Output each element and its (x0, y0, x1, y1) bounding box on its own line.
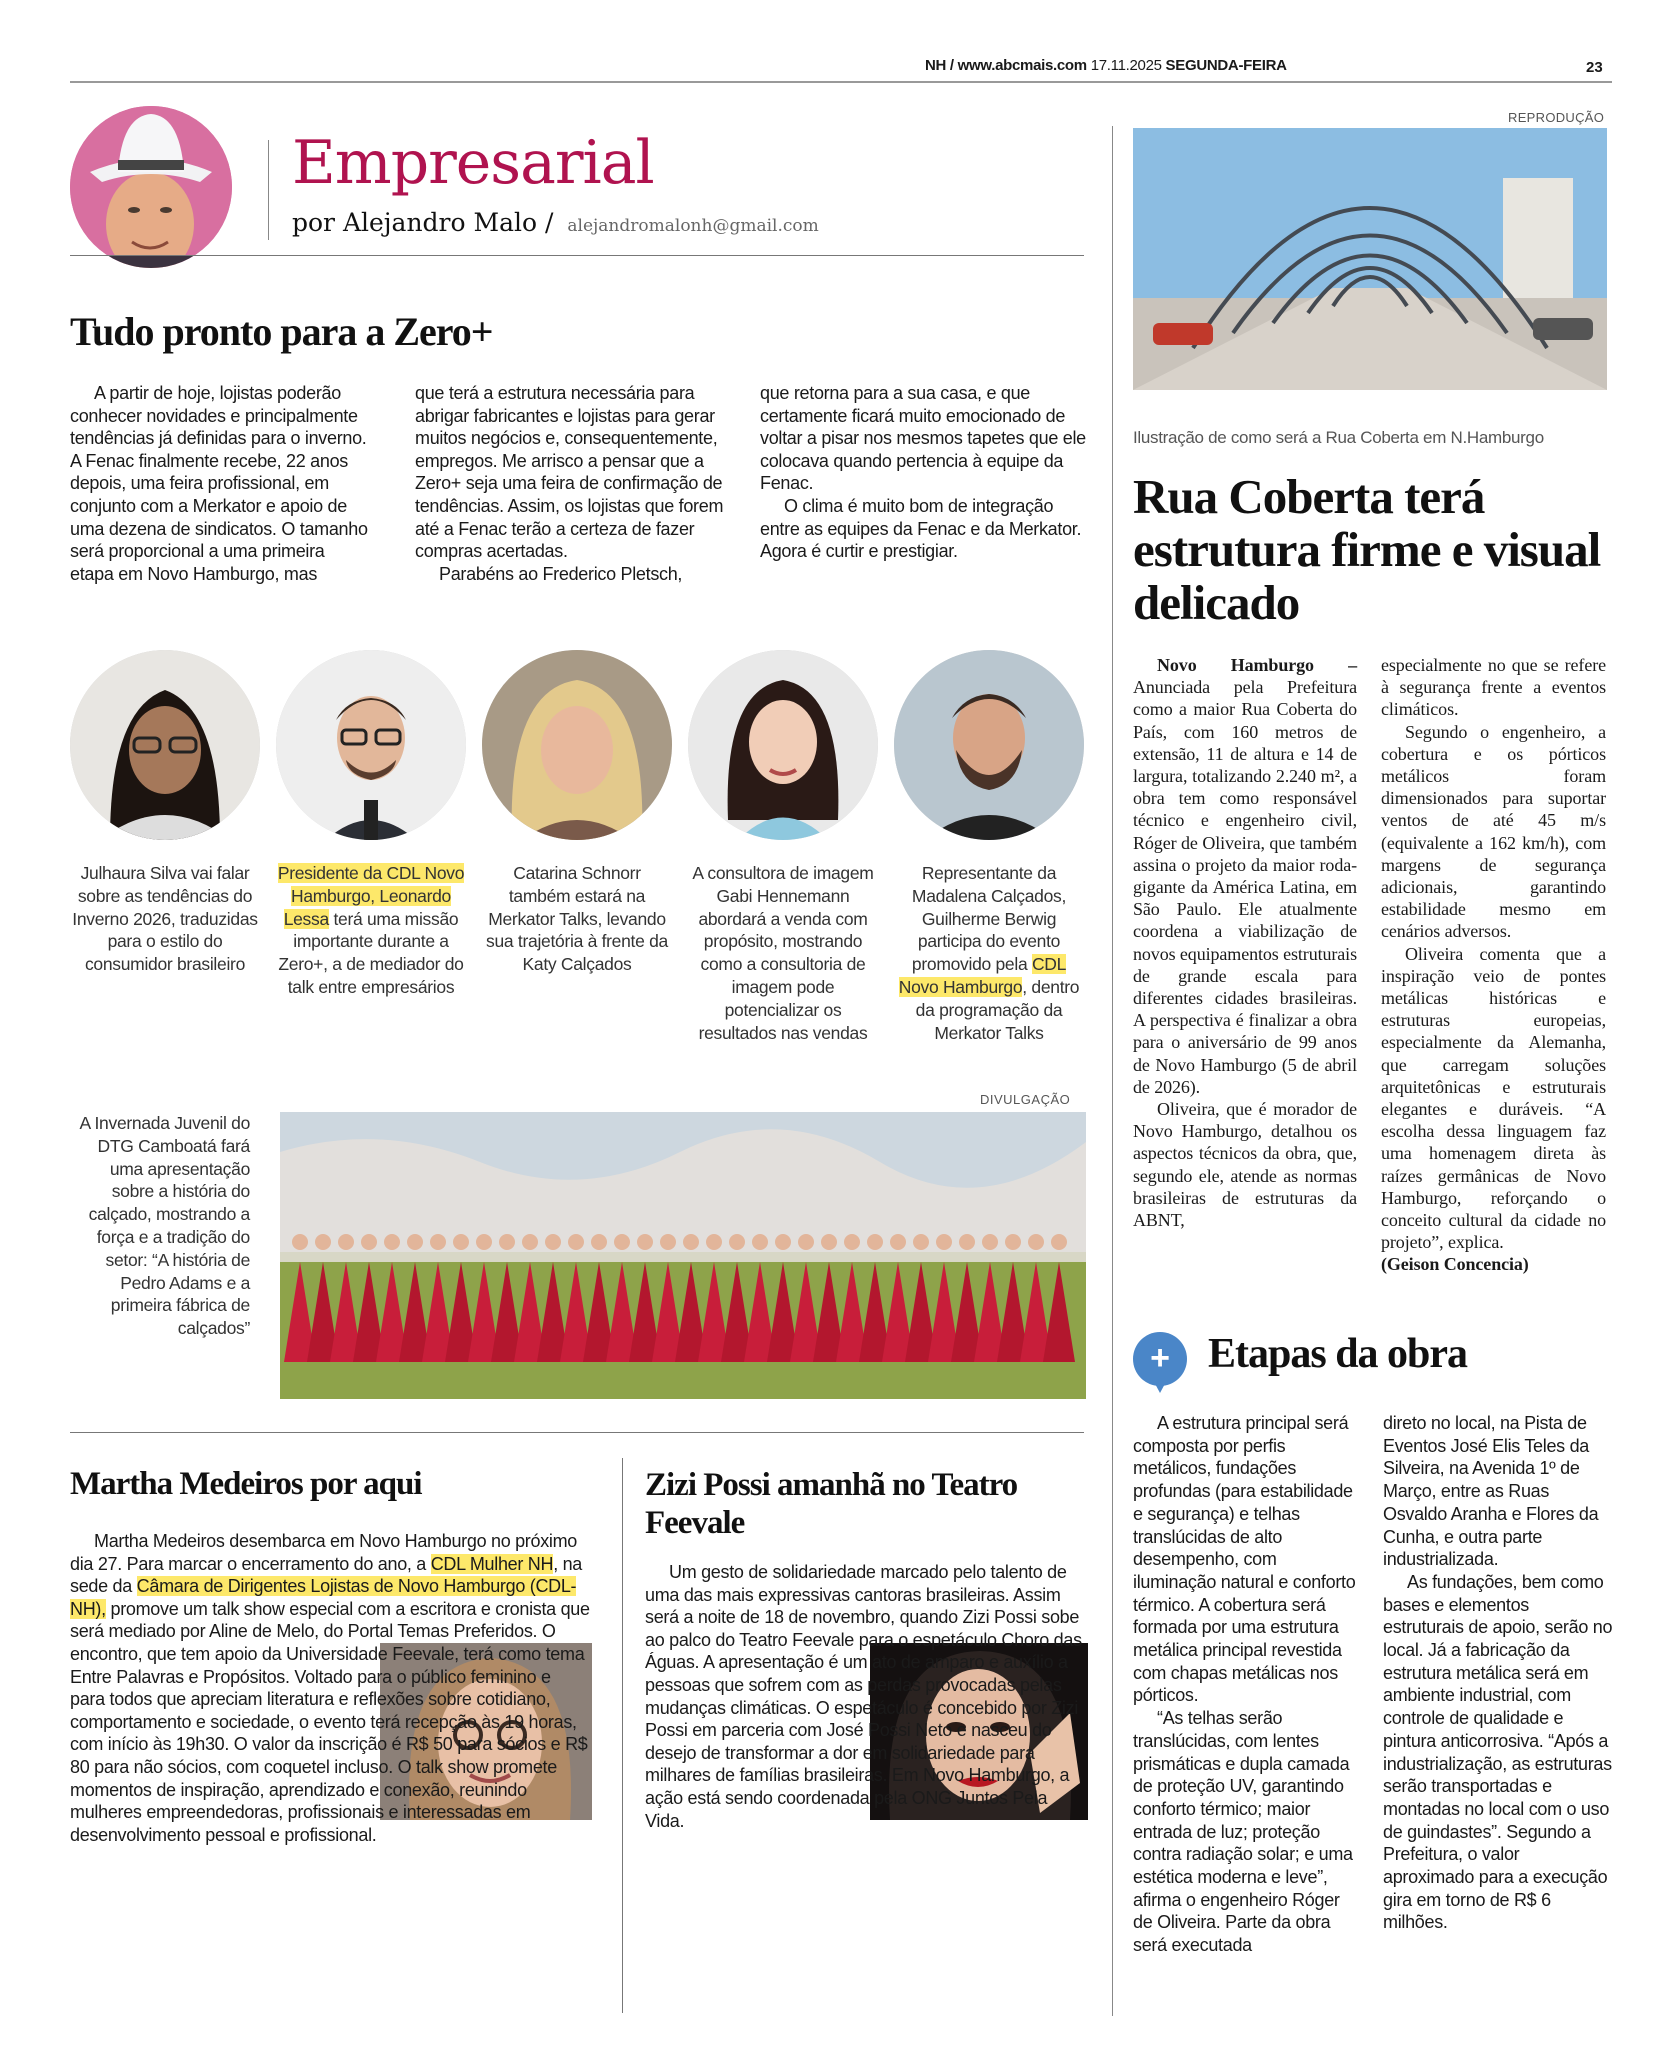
header-divider (70, 81, 1612, 83)
dancer-head (775, 1234, 791, 1250)
rua-paragraph: Oliveira comenta que a inspiração veio de pontes metálicas históricas e estruturas europeias, especialmente da Alemanha, que carregam soluções arquitetônicas e estruturais elegantes e duráveis. “A escolha dessa linguagem faz uma homenagem direta às raízes germânicas de Novo Hamburgo, reforçando o conceito cultural da cidade no projeto”, explica. (1381, 943, 1606, 1253)
zero-paragraph: O clima é muito bom de integração entre as equipes da Fenac e da Merkator. Agora é curtir e prestigiar. (760, 495, 1082, 562)
column-divider (622, 1458, 623, 2013)
rua-column-1 (1133, 654, 1357, 1231)
dancer-head (729, 1234, 745, 1250)
column-title: Empresarial (292, 128, 654, 198)
rua-photo-caption: Ilustração de como será a Rua Coberta em N.Hamburgo (1133, 428, 1544, 447)
invernada-photo (280, 1112, 1086, 1399)
dancer-head (453, 1234, 469, 1250)
text: Anunciada pela Prefeitura como a maior Rua Coberta do País, com 160 metros de extensão, 11 de altura e 14 de largura, totalizando 2.240 m², a obra tem como responsável técnico e engenheiro civil, Róger de Oliveira, que também assina o projeto da maior roda-gigante da América Latina, em São Paulo. Ele atualmente coordena a viabilização de novos equipamentos estruturais de grande escala para diferentes cidades brasileiras. A perspectiva é finalizar a obra para o aniversário de 99 anos de Novo Hamburgo (5 de abril de 2026). (1133, 677, 1357, 1097)
etapas-paragraph: A estrutura principal será composta por perfis metálicos, fundações profundas (para estabilidade e segurança) e telhas translúcidas de alto desempenho, com iluminação natural e conforto térmico. A cobertura será formada por uma estrutura metálica principal revestida com chapas metálicas nos pórticos. (1133, 1413, 1356, 1706)
dancer-head (407, 1234, 423, 1250)
invernada-caption: A Invernada Juvenil do DTG Camboatá fará uma apresentação sobre a história do calçado, mostrando a força e a tradição do setor: “A história de Pedro Adams e a primeira fábrica de calçados” (79, 1113, 250, 1339)
caption-gabi (688, 862, 878, 1044)
caption-text: Representante da Madalena Calçados, Guilherme Berwig participa do evento promovido pela (911, 863, 1067, 975)
etapas-column-1 (1133, 1412, 1363, 1957)
dancer-head (637, 1234, 653, 1250)
zero-paragraph: que terá a estrutura necessária para abrigar fabricantes e lojistas para gerar muitos negócios e, consequentemente, empregos. Me arrisco a pensar que a Zero+ seja uma feira de confirmação de tendências. Assim, os lojistas que forem até a Fenac terão a certeza de fazer compras acertadas. (415, 383, 724, 562)
byline-author: por Alejandro Malo / (292, 208, 554, 237)
dancer-head (384, 1234, 400, 1250)
dancer-head (522, 1234, 538, 1250)
plus-icon: + (1133, 1332, 1187, 1386)
dancer-head (315, 1234, 331, 1250)
rua-signature: (Geison Concencia) (1381, 1254, 1529, 1275)
dancer-head (683, 1234, 699, 1250)
dancer-head (1005, 1234, 1021, 1250)
zero-paragraph: Parabéns ao Frederico Pletsch, (439, 563, 683, 584)
caption-text: , dentro da programação da Merkator Talks (915, 976, 1080, 1043)
portrait-leonardo (276, 650, 466, 840)
dancer-head (959, 1234, 975, 1250)
etapas-column-2 (1383, 1412, 1613, 1934)
rua-paragraph: especialmente no que se refere à segurança frente a eventos climáticos. (1381, 655, 1606, 720)
dancer-head (821, 1234, 837, 1250)
page-number: 23 (1586, 59, 1603, 76)
portrait-gabi (688, 650, 878, 840)
dancer-head (499, 1234, 515, 1250)
rua-paragraph: Oliveira, que é morador de Novo Hamburgo, detalhou os aspectos técnicos da obra, que, segundo ele, atende as normas brasileiras de estruturas da ABNT, (1133, 1099, 1357, 1231)
headline-rua-coberta: Rua Coberta terá estrutura firme e visual delicado (1133, 469, 1601, 630)
caption-text: Julhaura Silva vai falar sobre as tendências do Inverno 2026, traduzidas para o estilo do consumidor brasileiro (72, 863, 258, 975)
zero-column-1 (70, 382, 370, 585)
column-header-divider (268, 140, 269, 240)
dancer-head (844, 1234, 860, 1250)
rua-coberta-illustration (1133, 128, 1607, 390)
byline (292, 208, 819, 237)
dancer-head (752, 1234, 768, 1250)
zero-paragraph: que retorna para a sua casa, e que certamente ficará muito emocionado de voltar a pisar nos mesmos tapetes que ele colocava quando pertencia à equipe da Fenac. (760, 383, 1086, 494)
dancer-head (614, 1234, 630, 1250)
headline-zizi: Zizi Possi amanhã no Teatro Feevale (645, 1467, 1018, 1541)
section-divider (70, 255, 1084, 256)
caption-highlight: Presidente da CDL Novo Hamburgo, Leonardo Lessa (277, 863, 465, 929)
headline-martha: Martha Medeiros por aqui (70, 1466, 422, 1502)
caption-highlight: CDL Novo Hamburgo (898, 954, 1067, 997)
etapas-paragraph: As fundações, bem como bases e elementos estruturais de apoio, serão no local. Já a fabricação da estrutura metálica será em ambiente industrial, com controle de qualidade e pintura anticorrosiva. “Após a industrialização, as estruturas serão transportadas e montadas no local com o uso de guindastes”. Segundo a Prefeitura, o valor aproximado para a execução gira em torno de R$ 6 milhões. (1383, 1571, 1613, 1933)
dancer-head (591, 1234, 607, 1250)
text: , na sede da (70, 1553, 583, 1597)
dancer-head (361, 1234, 377, 1250)
etapas-paragraph: “As telhas serão translúcidas, com lentes prismáticas e dupla camada de proteção UV, garantindo conforto térmico; maior entrada de luz; proteção contra radiação solar; e uma estética moderna e leve”, afirma o engenheiro Róger de Oliveira. Parte da obra será executada (1133, 1708, 1353, 1956)
dancer-head (338, 1234, 354, 1250)
page-folio (925, 57, 1287, 74)
dateline: Novo Hamburgo – (1157, 655, 1357, 675)
photo-credit: REPRODUÇÃO (1508, 110, 1605, 125)
portrait-julhaura (70, 650, 260, 840)
zero-paragraph: A partir de hoje, lojistas poderão conhecer novidades e principalmente tendências já definidas para o inverno. A Fenac finalmente recebe, 22 anos depois, uma feira profissional, em conjunto com a Merkator e apoio de uma dezena de sindicatos. O tamanho será proporcional a uma primeira etapa em Novo Hamburgo, mas (70, 383, 368, 584)
folio-weekday: SEGUNDA-FEIRA (1165, 57, 1287, 74)
martha-paragraph (70, 1530, 590, 1846)
rua-paragraph (1133, 654, 1357, 1098)
section-divider (70, 1432, 1084, 1433)
photo-credit: DIVULGAÇÃO (980, 1092, 1071, 1107)
martha-article (70, 1530, 590, 1846)
text: Martha Medeiros desembarca em Novo Hamburgo no próximo dia 27. Para marcar o encerramento do ano, a (70, 1531, 578, 1574)
rua-paragraph: Segundo o engenheiro, a cobertura e os pórticos metálicos foram dimensionados para suportar ventos de até 45 m/s (equivalente a 162 km/h), com margens de segurança adicionais, garantindo estabilidade mesmo em cenários adversos. (1381, 721, 1606, 942)
folio-site: NH / www.abcmais.com (925, 57, 1087, 74)
caption-text: A consultora de imagem Gabi Hennemann abordará a venda com propósito, mostrando como a consultoria de imagem pode potencializar os resultados nas vendas (692, 863, 874, 1043)
caption-julhaura (70, 862, 260, 976)
dancer-head (430, 1234, 446, 1250)
caption-catarina (482, 862, 672, 976)
dancer-head (982, 1234, 998, 1250)
rua-column-2 (1381, 654, 1606, 1276)
dancer-head (867, 1234, 883, 1250)
zizi-article (645, 1561, 1090, 1832)
caption-text: Catarina Schnorr também estará na Merkator Talks, levando sua trajetória à frente da Katy Calçados (486, 863, 668, 975)
caption-leonardo (276, 862, 466, 999)
etapas-paragraph: direto no local, na Pista de Eventos José Elis Teles da Silveira, na Avenida 1º de Março, entre as Ruas Osvaldo Aranha e Flores da Cunha, e outra parte industrializada. (1383, 1413, 1599, 1570)
folio-date: 17.11.2025 (1090, 57, 1162, 74)
headline-zero: Tudo pronto para a Zero+ (70, 309, 493, 354)
dancer-head (1028, 1234, 1044, 1250)
portrait-catarina (482, 650, 672, 840)
dancer-head (476, 1234, 492, 1250)
byline-email[interactable]: alejandromalonh@gmail.com (567, 216, 819, 236)
columnist-avatar (70, 106, 232, 268)
dancer-head (1051, 1234, 1067, 1250)
column-divider (1112, 126, 1113, 2016)
dancer-head (936, 1234, 952, 1250)
zero-column-3 (760, 382, 1090, 563)
dancer-head (660, 1234, 676, 1250)
dancer-head (798, 1234, 814, 1250)
headline-etapas: Etapas da obra (1208, 1331, 1468, 1377)
zizi-paragraph: Um gesto de solidariedade marcado pelo talento de uma das mais expressivas cantoras brasileiras. Assim será a noite de 18 de novembro, quando Zizi Possi sobe ao palco do Teatro Feevale para o espetáculo Choro das Águas. A apresentação é um ato de amparo e auxílio a pessoas que sofrem com as perdas provocadas pelas mudanças climáticas. O espetáculo é concebido por Zizi Possi em parceria com José Possi Neto e nasceu do desejo de transformar a dor em solidariedade para milhares de famílias brasileiras. Em Novo Hamburgo, a ação está sendo coordenada pela ONG Juntos Pela Vida. (645, 1562, 1082, 1831)
highlight-cdl-mulher: CDL Mulher NH (430, 1553, 554, 1574)
dancer-head (568, 1234, 584, 1250)
dancer-head (706, 1234, 722, 1250)
dancer-head (913, 1234, 929, 1250)
dancer-head (890, 1234, 906, 1250)
highlight-cdl-nh: Câmara de Dirigentes Lojistas de Novo Hamburgo (CDL-NH), (70, 1576, 577, 1619)
caption-guilherme (894, 862, 1084, 1044)
text: promove um talk show especial com a escritora e cronista que será mediado por Aline de Melo, do Portal Temas Preferidos. O encontro, que tem apoio da Universidade Feevale, terá como tema Entre Palavras e Propósitos. Voltado para o público feminino e para todos que apreciam literatura e reflexões sobre cotidiano, comportamento e sociedade, o evento terá recepção às 19 horas, com início às 19h30. O valor da inscrição é R$ 50 para sócios e R$ 80 para não sócios, com coquetel incluso. O talk show promete momentos de inspiração, aprendizado e conexão, reunindo mulheres empreendedoras, profissionais e interessadas em desenvolvimento pessoal e profissional. (70, 1598, 590, 1845)
dancer-head (292, 1234, 308, 1250)
zero-column-2 (415, 382, 735, 585)
caption-text: terá uma missão importante durante a Zero+, a de mediador do talk entre empresários (278, 908, 464, 997)
dancer-head (545, 1234, 561, 1250)
portrait-guilherme (894, 650, 1084, 840)
